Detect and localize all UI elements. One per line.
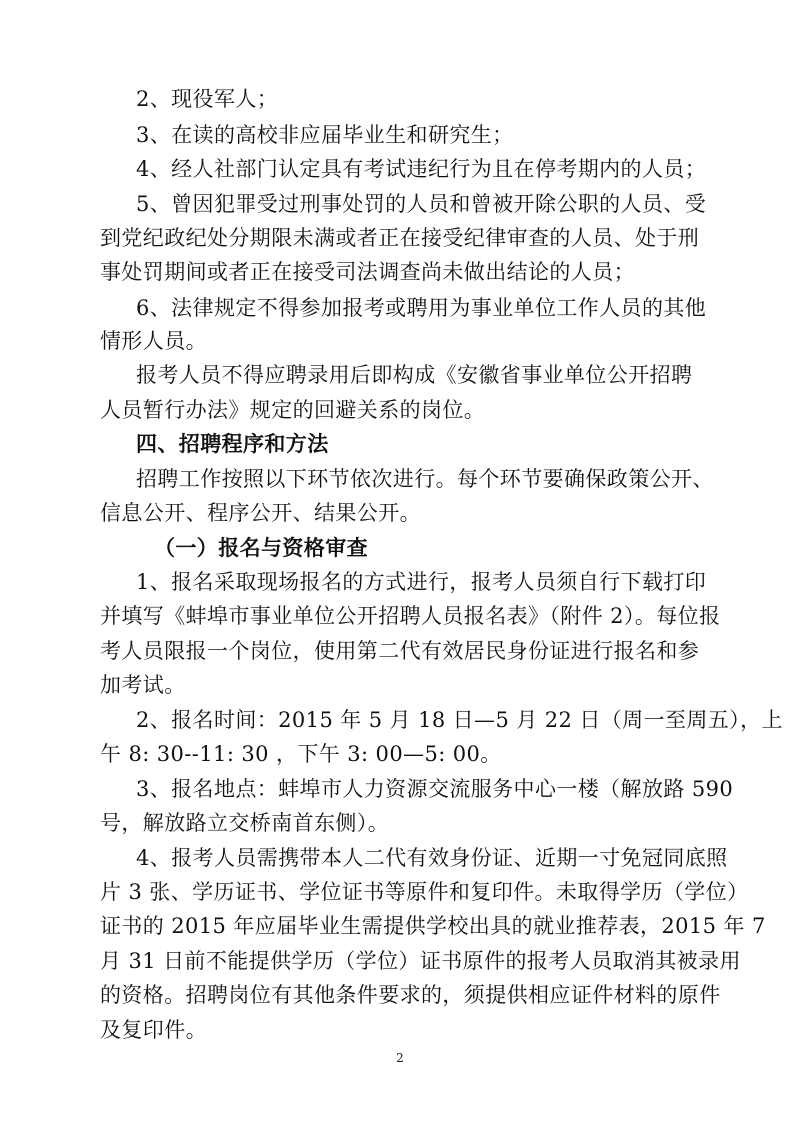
item-1-line-1: 1、报名采取现场报名的方式进行，报考人员须自行下载打印: [136, 570, 707, 594]
list-item-3: 3、在读的高校非应届毕业生和研究生；: [136, 123, 514, 147]
paragraph-avoidance-line-2: 人员暂行办法》规定的回避关系的岗位。: [100, 398, 486, 422]
paragraph-avoidance-line-1: 报考人员不得应聘录用后即构成《安徽省事业单位公开招聘: [136, 363, 693, 387]
paragraph-procedure-line-2: 信息公开、程序公开、结果公开。: [100, 501, 421, 525]
item-1-line-2: 并填写《蚌埠市事业单位公开招聘人员报名表》（附件 2）。每位报: [100, 604, 721, 628]
list-item-2: 2、现役军人；: [136, 87, 279, 111]
list-item-5-line-3: 事处罚期间或者正在接受司法调查尚未做出结论的人员；: [100, 260, 635, 284]
item-4-line-2: 片 3 张、学历证书、学位证书等原件和复印件。未取得学历（学位）: [100, 880, 749, 904]
item-4-line-4: 月 31 日前不能提供学历（学位）证书原件的报考人员取消其被录用: [100, 949, 741, 973]
item-2-line-1: 2、报名时间：2015 年 5 月 18 日—5 月 22 日（周一至周五），上: [136, 708, 783, 732]
item-4-line-6: 及复印件。: [100, 1018, 207, 1042]
section-heading-4: 四、招聘程序和方法: [136, 431, 329, 456]
item-4-line-3: 证书的 2015 年应届毕业生需提供学校出具的就业推荐表，2015 年 7: [100, 914, 766, 938]
paragraph-procedure-line-1: 招聘工作按照以下环节依次进行。每个环节要确保政策公开、: [136, 467, 714, 491]
item-4-line-1: 4、报考人员需携带本人二代有效身份证、近期一寸免冠同底照: [136, 846, 728, 870]
item-2-line-2: 午 8: 30--11: 30 ，下午 3: 00—5: 00。: [100, 742, 502, 766]
list-item-6-line-1: 6、法律规定不得参加报考或聘用为事业单位工作人员的其他: [136, 296, 707, 320]
list-item-6-line-2: 情形人员。: [100, 329, 207, 353]
subsection-heading-1: （一）报名与资格审查: [154, 535, 368, 560]
list-item-5-line-2: 到党纪政纪处分期限未满或者正在接受纪律审查的人员、处于刑: [100, 226, 700, 250]
list-item-5-line-1: 5、曾因犯罪受过刑事处罚的人员和曾被开除公职的人员、受: [136, 192, 707, 216]
item-3-line-1: 3、报名地点：蚌埠市人力资源交流服务中心一楼（解放路 590: [136, 777, 734, 801]
item-3-line-2: 号，解放路立交桥南首东侧）。: [100, 811, 390, 835]
list-item-4: 4、经人社部门认定具有考试违纪行为且在停考期内的人员；: [136, 157, 707, 181]
item-4-line-5: 的资格。招聘岗位有其他条件要求的，须提供相应证件材料的原件: [100, 983, 721, 1007]
page-number: 2: [396, 1051, 404, 1065]
item-1-line-4: 加考试。: [100, 673, 186, 697]
item-1-line-3: 考人员限报一个岗位，使用第二代有效居民身份证进行报名和参: [100, 639, 700, 663]
